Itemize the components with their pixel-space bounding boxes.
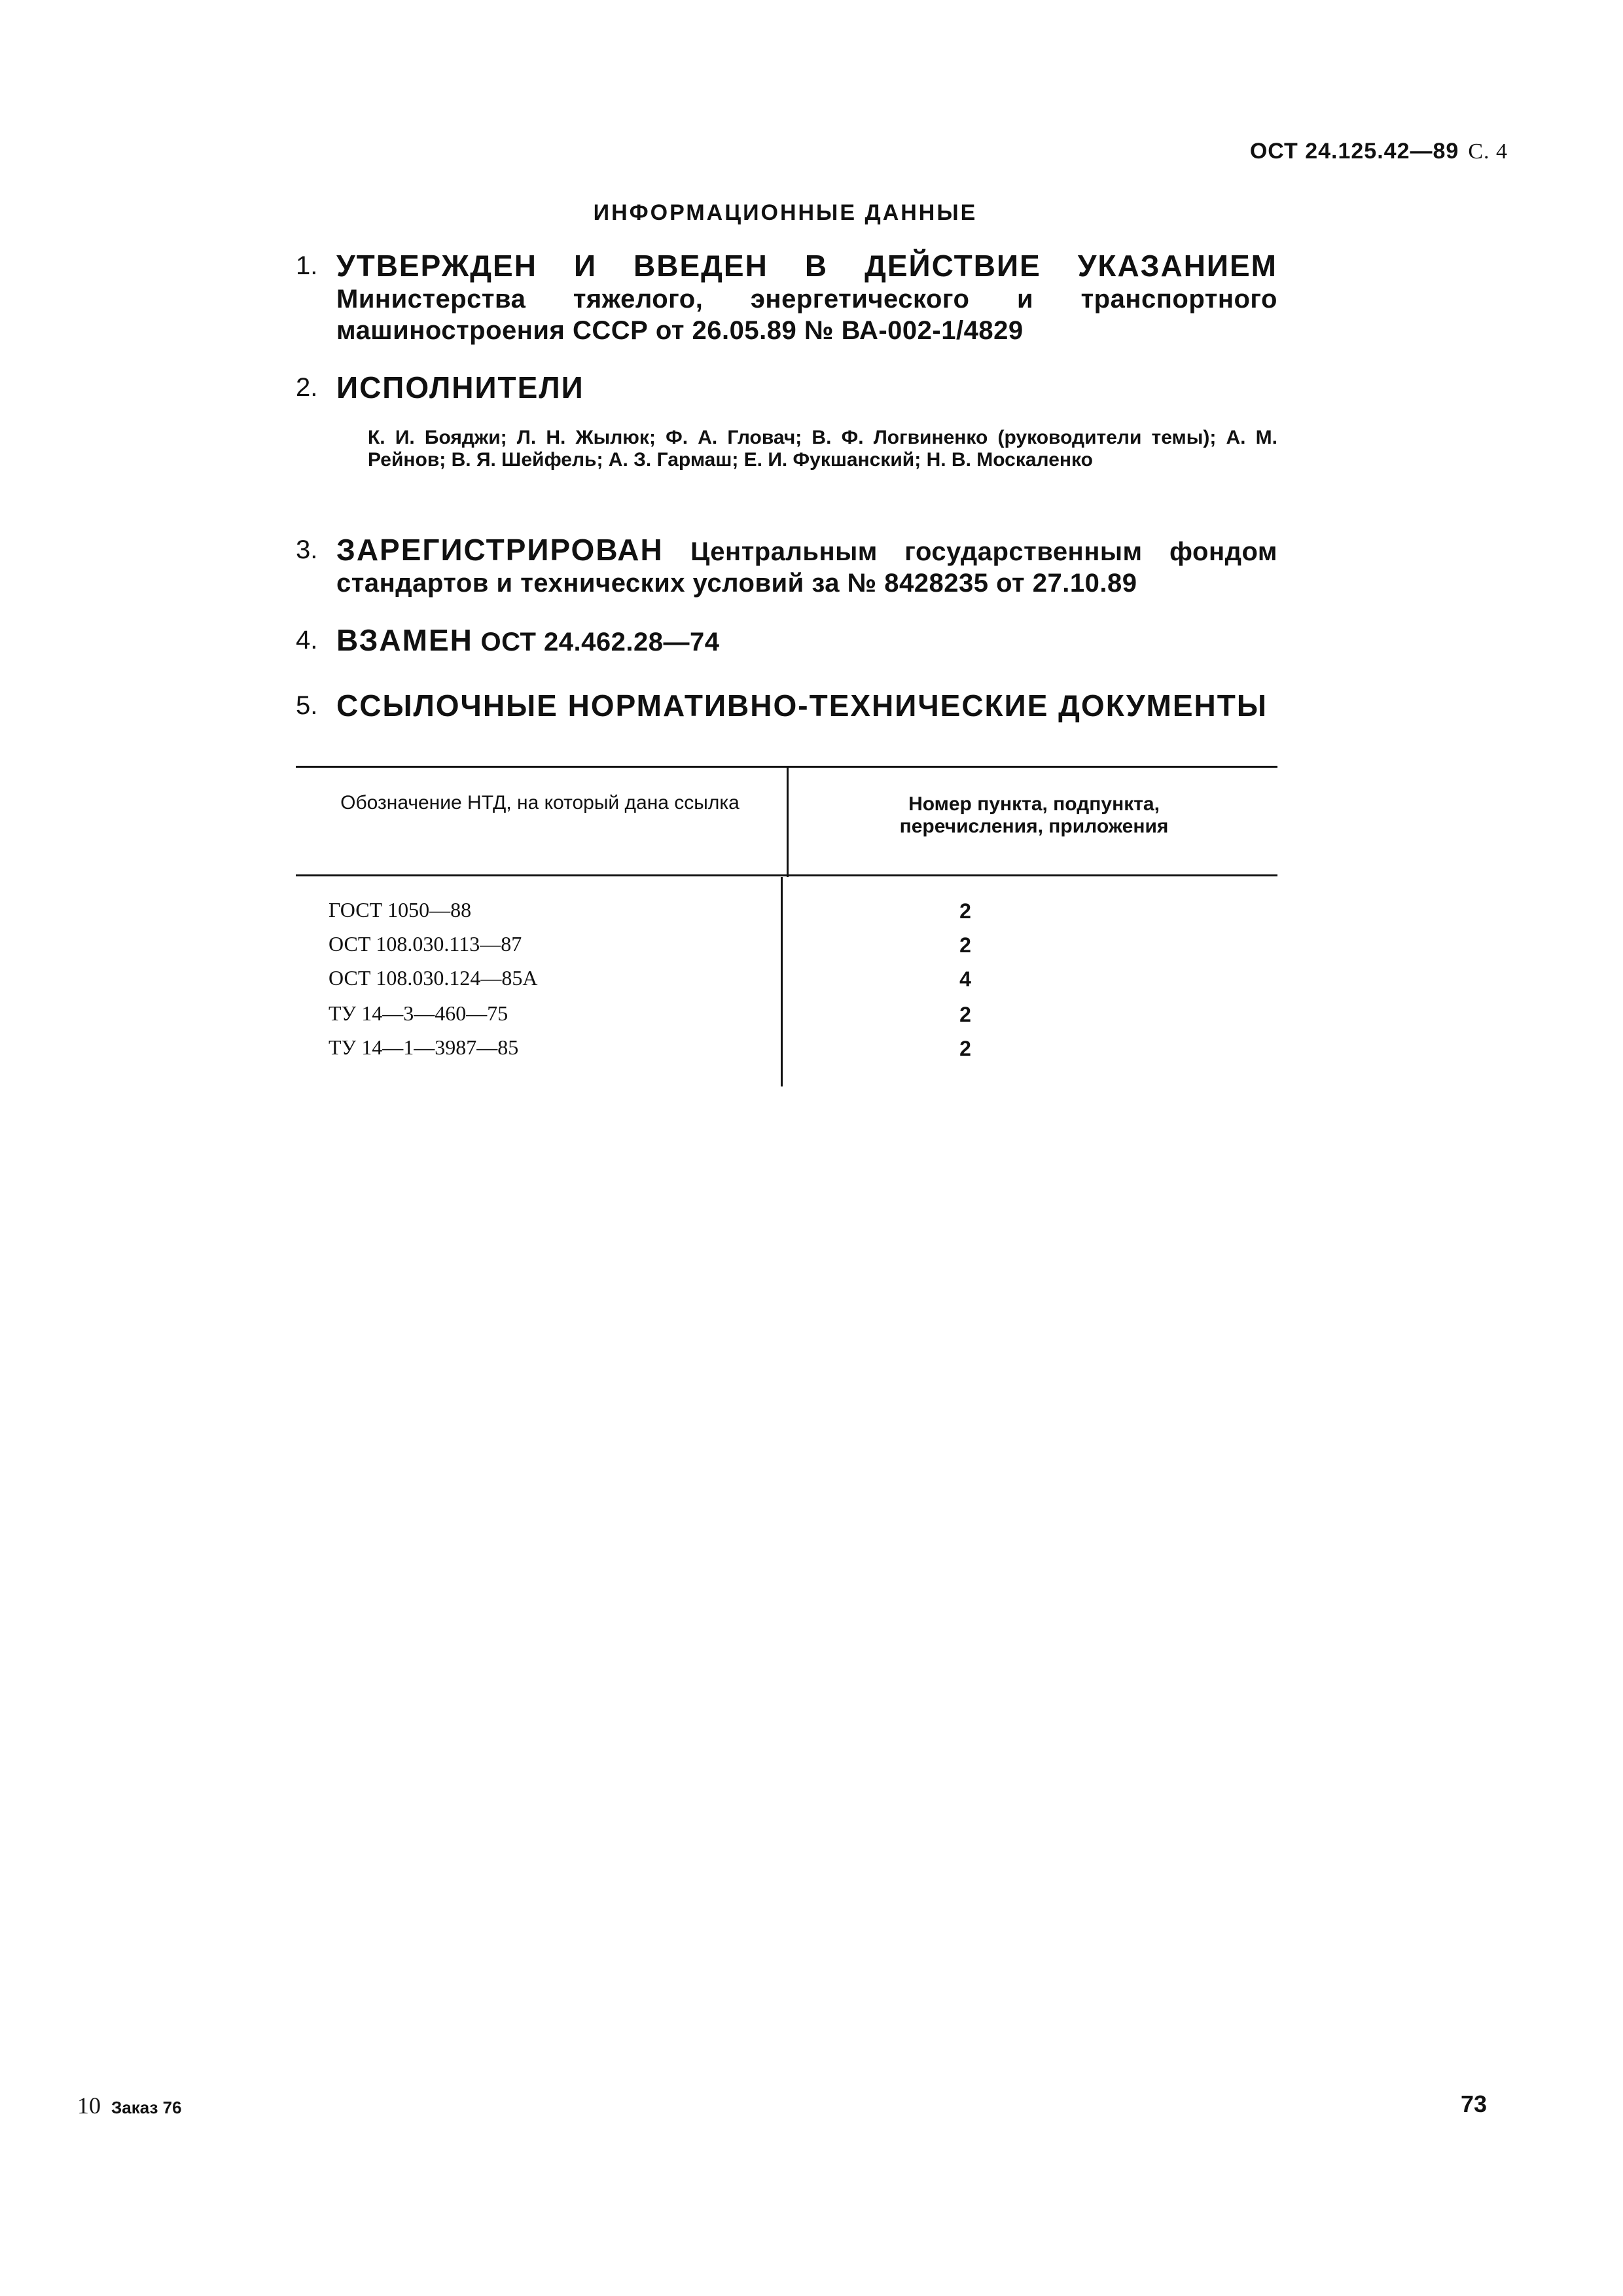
table-cell-ref: 2 — [959, 899, 971, 923]
item-text: ОСТ 24.462.28—74 — [473, 628, 720, 656]
info-item-4 — [296, 624, 1277, 658]
table-cell-code: ОСТ 108.030.113—87 — [329, 932, 522, 956]
order-number: Заказ 76 — [111, 2098, 182, 2117]
section-title: ИНФОРМАЦИОННЫЕ ДАННЫЕ — [593, 200, 978, 225]
item-number: 3. — [296, 535, 318, 564]
page-label: С. 4 — [1468, 139, 1508, 164]
item-number: 1. — [296, 251, 318, 280]
info-item-3 — [296, 534, 1277, 599]
table-cell-ref: 2 — [959, 1003, 971, 1026]
item-heading: ВЗАМЕН — [336, 623, 473, 657]
table-header-divider — [787, 767, 789, 877]
item-heading: УТВЕРЖДЕН И ВВЕДЕН В ДЕЙСТВИЕ УКАЗАНИЕМ — [336, 249, 1277, 283]
document-header — [1250, 139, 1508, 164]
table-body-divider — [781, 877, 783, 1086]
table-cell-code: ТУ 14—3—460—75 — [329, 1001, 508, 1025]
item-text: Центральным государственным фондом стандартов и технических условий за № 8428235 от 27.10.89 — [336, 537, 1277, 598]
item-heading: ССЫЛОЧНЫЕ НОРМАТИВНО-ТЕХНИЧЕСКИЕ ДОКУМЕНТЫ — [336, 689, 1268, 723]
page-number: 73 — [1460, 2090, 1487, 2117]
table-header-designation: Обозначение НТД, на который дана ссылка — [340, 792, 740, 814]
table-cell-ref: 4 — [959, 967, 971, 991]
footer-left — [77, 2092, 182, 2119]
item-text: Министерства тяжелого, энергетического и транспортного машиностроения СССР от 26.05.89 № ВА-002-1/4829 — [336, 285, 1277, 345]
sheet-number: 10 — [77, 2092, 101, 2119]
table-cell-ref: 2 — [959, 1037, 971, 1060]
table-cell-ref: 2 — [959, 933, 971, 957]
document-code: ОСТ 24.125.42—89 — [1249, 139, 1459, 164]
table-cell-code: ТУ 14—1—3987—85 — [329, 1035, 519, 1059]
item-heading: ЗАРЕГИСТРИРОВАН — [336, 533, 664, 567]
table-cell-code: ГОСТ 1050—88 — [329, 898, 472, 922]
item-heading: ИСПОЛНИТЕЛИ — [336, 370, 584, 404]
info-item-1 — [296, 250, 1277, 346]
table-cell-code: ОСТ 108.030.124—85А — [329, 966, 538, 990]
item-number: 4. — [296, 626, 318, 655]
table-header-clause: Номер пункта, подпункта, перечисления, приложения — [899, 793, 1169, 837]
performers-list: К. И. Бояджи; Л. Н. Жылюк; Ф. А. Гловач; В. Ф. Логвиненко (руководители темы); А. М. Рейнов; В. Я. Шейфель; А. З. Гармаш; Е. И. Фукшанский; Н. В. Москаленко — [368, 427, 1277, 471]
item-number: 2. — [296, 373, 318, 402]
info-item-5 — [296, 690, 1277, 723]
item-number: 5. — [296, 691, 318, 720]
info-item-2 — [296, 372, 1277, 405]
